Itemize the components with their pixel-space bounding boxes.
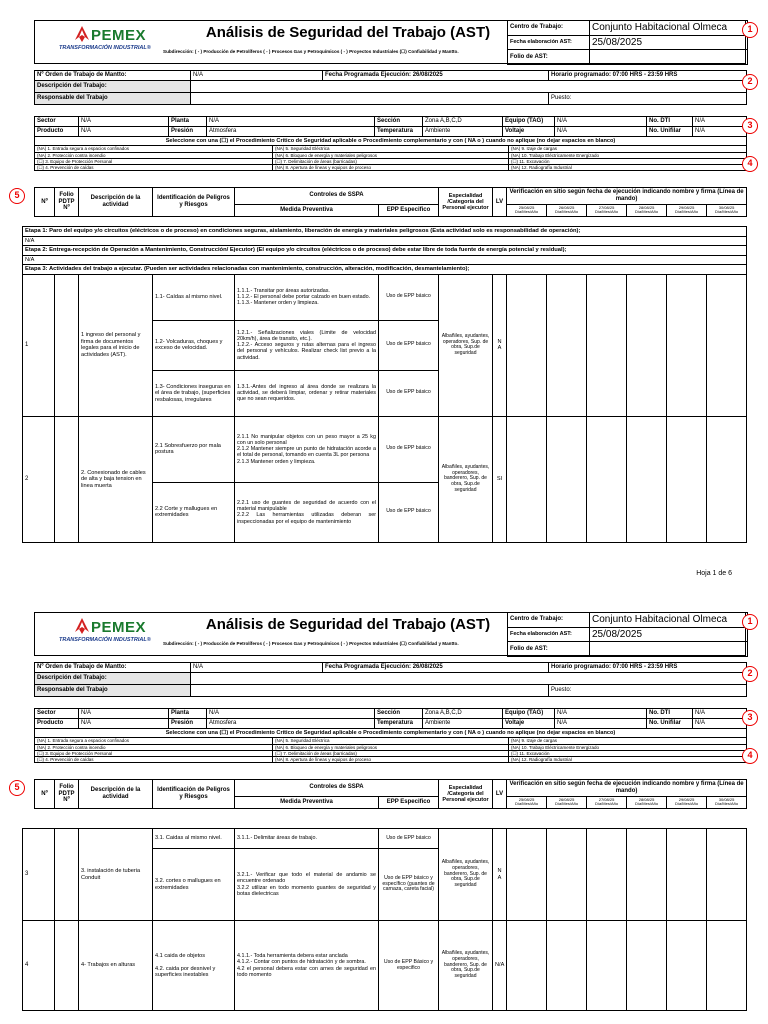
epp-specific: Uso de EPP básico: [379, 274, 439, 320]
centro-label: Centro de Trabajo:: [508, 613, 590, 628]
equipo-label: Equipo (TAG): [503, 709, 555, 719]
voltaje-label: Voltaje: [503, 126, 555, 136]
col-verificacion: Verificación en sitio según fecha de ejecución indicando nombre y firma (Línea de mando): [507, 780, 747, 797]
seccion-value: Zona A,B,C,D: [423, 709, 503, 719]
hazard-identification: 2.1 Sobresfuerzo por mala postura: [153, 416, 235, 482]
temperatura-label: Temperatura: [375, 126, 423, 136]
document-header: [34, 20, 746, 64]
col-no: Nº: [35, 780, 55, 809]
responsable-value: [191, 92, 549, 104]
document-header: [34, 612, 746, 656]
procedure-item: (NA) 6. Bloqueo de energía y materiales peligrosos: [273, 744, 509, 750]
date-column: 26/08/25 Día/Mes/Año: [547, 796, 587, 808]
document-title: Análisis de Seguridad del Trabajo (AST): [205, 616, 491, 633]
preventive-measure: 3.1.1.- Delimitar áreas de trabajo.: [235, 829, 379, 849]
col-folio: Folio PDTP Nº: [55, 780, 79, 809]
activity-row: [23, 274, 747, 320]
puesto-label: Puesto:: [549, 92, 747, 104]
date-column: 25/08/25 Día/Mes/Año: [507, 204, 547, 216]
procedure-item: (NA) 1. Entrada segura a espacios confinados: [35, 738, 273, 744]
procedure-item: (NA) 8. Apertura de líneas y equipos de proceso: [273, 756, 509, 762]
callout-marker-5: 5: [9, 780, 25, 796]
hazard-identification: 1.3- Condiciones inseguras en el área de trabajo, (superficies resbalosas, irregulares: [153, 370, 235, 416]
procedure-item: (NA) 8. Apertura de líneas y equipos de proceso: [273, 164, 509, 170]
voltaje-value: N/A: [555, 718, 647, 728]
header-fields: [507, 612, 747, 656]
epp-specific: Uso de EPP básico y específico (guantes de carnaza, careta facial): [379, 849, 439, 921]
lv-value: N A: [493, 274, 507, 416]
date-column: 30/08/25 Día/Mes/Año: [707, 796, 747, 808]
hazard-identification: 3.1. Caidas al mismo nivel.: [153, 829, 235, 849]
equipo-label: Equipo (TAG): [503, 117, 555, 127]
procedure-item: (NA) 10. Trabajo Eléctricamente Energizado: [509, 744, 747, 750]
verification-cell: [547, 921, 587, 1011]
folio-ast-label: Folio de AST:: [508, 642, 590, 657]
procedure-item: (☐) 11. Excavación: [509, 750, 747, 756]
activity-folio: [55, 274, 79, 416]
descripcion-label: Descripción del Trabajo:: [35, 80, 191, 92]
dti-label: No. DTI: [647, 709, 693, 719]
folio-ast-label: Folio de AST:: [508, 50, 590, 65]
epp-specific: Uso de EPP básico: [379, 370, 439, 416]
presion-value: Atmosfera: [207, 718, 375, 728]
date-column: 28/08/25 Día/Mes/Año: [627, 204, 667, 216]
sector-label: Sector: [35, 117, 79, 127]
fecha-elaboracion-label: Fecha elaboración AST:: [508, 627, 590, 642]
preventive-measure: 1.2.1.- Señalizaciones viales (Limite de velocidad 20km/h), área de transito, etc.). 1.2.2.- Acceso seguros y rutas alternas para el ingreso del personal y vehículos. Realizar check list previo a la actividad.: [235, 320, 379, 370]
col-epp: EPP Especifico: [379, 796, 439, 808]
horario-programado: Horario programado: 07:00 HRS - 23:59 HRS: [549, 71, 747, 81]
verification-cell: [667, 416, 707, 542]
equipo-value: N/A: [555, 117, 647, 127]
preventive-measure: 2.2.1 uso de guantes de seguridad de acuerdo con el material manipulable 2.2.2 Las herramientas utilizadas deberan ser inspeccionadas por el equipo de mantenimiento: [235, 482, 379, 542]
descripcion-label: Descripción del Trabajo:: [35, 672, 191, 684]
personnel-specialty: Albañiles, ayudantes, operadores, banderero, Sup. de obra, Sup.de seguridad: [439, 829, 493, 921]
lv-value: N/A: [493, 921, 507, 1011]
hazard-identification: 3.2. cortes o mallugues en extremidades: [153, 849, 235, 921]
date-column: 25/08/25 Día/Mes/Año: [507, 796, 547, 808]
verification-cell: [587, 921, 627, 1011]
col-identificacion: Identificación de Peligros y Riesgos: [153, 780, 235, 809]
brand-name: PEMEX: [91, 619, 147, 636]
activity-folio: [55, 921, 79, 1011]
verification-cell: [707, 416, 747, 542]
seccion-label: Sección: [375, 117, 423, 127]
col-no: Nº: [35, 188, 55, 217]
pemex-eagle-icon: [73, 617, 91, 635]
unifilar-value: N/A: [693, 718, 747, 728]
presion-label: Presión: [169, 718, 207, 728]
work-info-table: [34, 70, 747, 105]
hazard-identification: 1.1- Caídas al mismo nivel.: [153, 274, 235, 320]
presion-value: Atmosfera: [207, 126, 375, 136]
procedures-title: Seleccione con una (☐) el Procedimiento Crítico de Seguridad aplicable o Procedimiento complementario y con ( NA o ) cuando no aplique (no dejar espacios en blanco): [35, 729, 747, 738]
procedure-item: (NA) 12. Radiografía Industrial: [509, 164, 747, 170]
col-especialidad: Especialidad /Categoría del Personal ejecutor: [439, 780, 493, 809]
centro-value: Conjunto Habitacional Olmeca: [590, 21, 748, 36]
verification-cell: [707, 829, 747, 921]
centro-value: Conjunto Habitacional Olmeca: [590, 613, 748, 628]
verification-cell: [587, 274, 627, 416]
temperatura-value: Ambiente: [423, 126, 503, 136]
col-lv: LV: [493, 780, 507, 809]
col-lv: LV: [493, 188, 507, 217]
verification-cell: [587, 829, 627, 921]
hazard-identification: 2.2 Corte y mallugues en extremidades: [153, 482, 235, 542]
epp-specific: Uso de EPP básico: [379, 416, 439, 482]
verification-cell: [507, 274, 547, 416]
fecha-elaboracion-label: Fecha elaboración AST:: [508, 35, 590, 50]
preventive-measure: 4.1.1.- Toda herramienta debera estar anclada 4.1.2.- Contar con puntos de hidratación y de sombra. 4.2 el personal debera estar con arnes de seguridad en todo momento: [235, 921, 379, 1011]
pemex-logo: [39, 23, 159, 61]
hazard-identification: 1.2- Volcaduras, choques y exceso de velocidad.: [153, 320, 235, 370]
procedures-table: [34, 728, 747, 763]
date-column: 29/08/25 Día/Mes/Año: [667, 204, 707, 216]
procedure-item: (NA) 6. Bloqueo de energía y materiales peligrosos: [273, 152, 509, 158]
callout-marker-5: 5: [9, 188, 25, 204]
pemex-logo: [39, 615, 159, 653]
col-folio: Folio PDTP Nº: [55, 188, 79, 217]
verification-cell: [507, 829, 547, 921]
verification-cell: [667, 274, 707, 416]
responsable-label: Responsable del Trabajo: [35, 684, 191, 696]
date-column: 30/08/25 Día/Mes/Año: [707, 204, 747, 216]
folio-ast-value: [590, 50, 748, 65]
personnel-specialty: Albañiles, ayudantes, operadores, banderero, Sup. de obra, Sup.de seguridad: [439, 921, 493, 1011]
folio-ast-value: [590, 642, 748, 657]
etapa-1-value: N/A: [23, 236, 747, 245]
activity-number: 1: [23, 274, 55, 416]
dti-value: N/A: [693, 709, 747, 719]
activities-table: [22, 828, 747, 1011]
equipment-table: [34, 708, 747, 729]
temperatura-label: Temperatura: [375, 718, 423, 728]
orden-label: Nº Orden de Trabajo de Mantto:: [35, 71, 191, 81]
producto-label: Producto: [35, 718, 79, 728]
procedure-item: (☐) 4. Prevención de caídas: [35, 164, 273, 170]
col-especialidad: Especialidad /Categoría del Personal ejecutor: [439, 188, 493, 217]
col-medida: Medida Preventiva: [235, 204, 379, 216]
fecha-programada: Fecha Programada Ejecución: 26/08/2025: [323, 663, 549, 673]
activity-folio: [55, 416, 79, 542]
activity-row: [23, 416, 747, 482]
verification-cell: [627, 274, 667, 416]
brand-subtitle: TRANSFORMACIÓN INDUSTRIAL®: [59, 45, 151, 51]
seccion-value: Zona A,B,C,D: [423, 117, 503, 127]
verification-cell: [627, 829, 667, 921]
procedure-item: (☐) 7. Delimitación de áreas (barricadas): [273, 750, 509, 756]
sector-value: N/A: [79, 709, 169, 719]
fecha-elaboracion-value: 25/08/2025: [590, 35, 748, 50]
brand-subtitle: TRANSFORMACIÓN INDUSTRIAL®: [59, 637, 151, 643]
producto-label: Producto: [35, 126, 79, 136]
procedure-item: (NA) 1. Entrada segura a espacios confinados: [35, 146, 273, 152]
col-medida: Medida Preventiva: [235, 796, 379, 808]
callout-marker-2: 2: [742, 666, 758, 682]
activity-number: 2: [23, 416, 55, 542]
verification-cell: [667, 829, 707, 921]
personnel-specialty: Albañiles, ayudantes, operadores, Sup. de obra, Sup.de seguridad: [439, 274, 493, 416]
etapa-1-label: Etapa 1: Paro del equipo y/o circuitos (eléctricos o de proceso) en condiciones seguras, aislamiento, liberación de energía y materiales peligrosos (Esta actividad solo es responsabilidad de operación);: [23, 227, 747, 237]
callout-marker-4: 4: [742, 748, 758, 764]
presion-label: Presión: [169, 126, 207, 136]
procedure-item: (☐) 11. Excavación: [509, 158, 747, 164]
voltaje-value: N/A: [555, 126, 647, 136]
col-descripcion: Descripción de la actividad: [79, 188, 153, 217]
dti-value: N/A: [693, 117, 747, 127]
activity-description: 2. Conexionado de cables de alta y baja tension en linea muerta: [79, 416, 153, 542]
responsable-value: [191, 684, 549, 696]
verification-cell: [667, 921, 707, 1011]
verification-cell: [507, 921, 547, 1011]
responsable-label: Responsable del Trabajo: [35, 92, 191, 104]
col-controles: Controles de SSPA: [235, 188, 439, 205]
callout-marker-2: 2: [742, 74, 758, 90]
seccion-label: Sección: [375, 709, 423, 719]
procedure-item: (NA) 2. Protección contra incendio: [35, 744, 273, 750]
procedure-item: (NA) 12. Radiografía Industrial: [509, 756, 747, 762]
planta-label: Planta: [169, 709, 207, 719]
planta-value: N/A: [207, 117, 375, 127]
preventive-measure: 1.1.1.- Transitar por áreas autorizadas. 1.1.2.- El personal debe portar calzado en buen estado. 1.1.3.- Mantener orden y limpieza.: [235, 274, 379, 320]
activity-row: [23, 829, 747, 849]
callout-marker-3: 3: [742, 710, 758, 726]
unifilar-label: No. Unifilar: [647, 126, 693, 136]
verification-cell: [587, 416, 627, 542]
procedures-title: Seleccione con una (☐) el Procedimiento Crítico de Seguridad aplicable o Procedimiento complementario y con ( NA o ) cuando no aplique (no dejar espacios en blanco): [35, 137, 747, 146]
orden-label: Nº Orden de Trabajo de Mantto:: [35, 663, 191, 673]
work-info-table: [34, 662, 747, 697]
col-verificacion: Verificación en sitio según fecha de ejecución indicando nombre y firma (Línea de mando): [507, 188, 747, 205]
procedure-item: (☐) 3. Equipo de Protección Personal: [35, 750, 273, 756]
verification-cell: [707, 274, 747, 416]
activities-table: [22, 226, 747, 543]
horario-programado: Horario programado: 07:00 HRS - 23:59 HRS: [549, 663, 747, 673]
temperatura-value: Ambiente: [423, 718, 503, 728]
col-identificacion: Identificación de Peligros y Riesgos: [153, 188, 235, 217]
epp-specific: Uso de EPP básico: [379, 829, 439, 849]
callout-marker-3: 3: [742, 118, 758, 134]
hazard-identification: 4.1 caida de objetos 4.2. caida por desnivel y superficies inestables: [153, 921, 235, 1011]
etapa-3-label: Etapa 3: Actividades del trabajo a ejecutar. (Pueden ser actividades relacionadas con mantenimiento, construcción, alteración, modificación, desmantelamiento);: [23, 265, 747, 275]
lv-value: N A: [493, 829, 507, 921]
equipment-table: [34, 116, 747, 137]
verification-cell: [547, 416, 587, 542]
activity-number: 3: [23, 829, 55, 921]
sector-label: Sector: [35, 709, 79, 719]
date-column: 27/08/25 Día/Mes/Año: [587, 796, 627, 808]
procedure-item: (NA) 2. Protección contra incendio: [35, 152, 273, 158]
verification-cell: [507, 416, 547, 542]
procedures-table: [34, 136, 747, 171]
col-descripcion: Descripción de la actividad: [79, 780, 153, 809]
pemex-eagle-icon: [73, 25, 91, 43]
procedure-item: (NA) 9. Izaje de cargas: [509, 738, 747, 744]
callout-marker-4: 4: [742, 156, 758, 172]
page-number: Hoja 1 de 6: [696, 570, 732, 577]
unifilar-label: No. Unifilar: [647, 718, 693, 728]
activity-description: 4- Trabajos en alturas: [79, 921, 153, 1011]
date-column: 28/08/25 Día/Mes/Año: [627, 796, 667, 808]
centro-label: Centro de Trabajo:: [508, 21, 590, 36]
lv-value: SI: [493, 416, 507, 542]
equipo-value: N/A: [555, 709, 647, 719]
producto-value: N/A: [79, 718, 169, 728]
verification-cell: [627, 416, 667, 542]
producto-value: N/A: [79, 126, 169, 136]
preventive-measure: 2.1.1 No manipular objetos con un peso mayor a 25 kg con un solo personal 2.1.2 Mantener siempre un punto de hidratación acorde a el total de personal, tomando en cuenta 3L por persona 2.1.3 Mantener orden y limpieza.: [235, 416, 379, 482]
etapa-2-value: N/A: [23, 255, 747, 264]
orden-value: N/A: [191, 71, 323, 81]
voltaje-label: Voltaje: [503, 718, 555, 728]
callout-marker-1: 1: [742, 614, 758, 630]
activities-header: [34, 187, 747, 217]
date-column: 26/08/25 Día/Mes/Año: [547, 204, 587, 216]
procedure-item: (NA) 5. Seguridad Eléctrica: [273, 738, 509, 744]
activity-folio: [55, 829, 79, 921]
fecha-elaboracion-value: 25/08/2025: [590, 627, 748, 642]
personnel-specialty: Albañiles, ayudantes, operadores, banderero, Sup. de obra, Sup.de seguridad: [439, 416, 493, 542]
unifilar-value: N/A: [693, 126, 747, 136]
epp-specific: Uso de EPP básico: [379, 320, 439, 370]
preventive-measure: 3.2.1.- Verificar que todo el material de andamio se encuentre ordenado 3.2.2 utilizar en todo momento guantes de seguridad y botas dielectricas: [235, 849, 379, 921]
procedure-item: (NA) 5. Seguridad Eléctrica: [273, 146, 509, 152]
subdireccion-line: Subdirección: ( - ) Producción de Petrolíferos ( - ) Procesos Gas y Petroquímicos ( - ) Proyectos Industriales (☐) Confiabilidad y Mantto.: [163, 641, 459, 646]
verification-cell: [547, 274, 587, 416]
verification-cell: [707, 921, 747, 1011]
activity-number: 4: [23, 921, 55, 1011]
document-title: Análisis de Seguridad del Trabajo (AST): [205, 24, 491, 41]
etapa-2-label: Etapa 2: Entrega-recepción de Operación a Mantenimiento, Construcción/ Ejecutor) (El equipo y/o circuitos (eléctricos o de proceso) debe estar libre de toda fuente de energía potencial y residual);: [23, 246, 747, 256]
header-fields: [507, 20, 747, 64]
planta-value: N/A: [207, 709, 375, 719]
preventive-measure: 1.3.1.-Antes del ingreso al área donde se realizara la actividad, se deberá limpiar, ordenar y retirar materiales que no sean requeridos.: [235, 370, 379, 416]
procedure-item: (NA) 9. Izaje de cargas: [509, 146, 747, 152]
col-epp: EPP Especifico: [379, 204, 439, 216]
activity-row: [23, 921, 747, 1011]
procedure-item: (☐) 4. Prevención de caídas: [35, 756, 273, 762]
epp-specific: Uso de EPP Básico y especifico: [379, 921, 439, 1011]
verification-cell: [627, 921, 667, 1011]
col-controles: Controles de SSPA: [235, 780, 439, 797]
ast-page-2: [0, 592, 768, 1024]
activity-description: 3. instalación de tuberia Conduit: [79, 829, 153, 921]
planta-label: Planta: [169, 117, 207, 127]
callout-marker-1: 1: [742, 22, 758, 38]
date-column: 29/08/25 Día/Mes/Año: [667, 796, 707, 808]
fecha-programada: Fecha Programada Ejecución: 26/08/2025: [323, 71, 549, 81]
orden-value: N/A: [191, 663, 323, 673]
dti-label: No. DTI: [647, 117, 693, 127]
verification-cell: [547, 829, 587, 921]
activity-description: 1 ingreso del personal y firma de documentos legales para el inicio de actividades (AST).: [79, 274, 153, 416]
subdireccion-line: Subdirección: ( - ) Producción de Petrolíferos ( - ) Procesos Gas y Petroquímicos ( - ) Proyectos Industriales (☐) Confiabilidad y Mantto.: [163, 49, 459, 54]
puesto-label: Puesto:: [549, 684, 747, 696]
procedure-item: (☐) 7. Delimitación de áreas (barricadas): [273, 158, 509, 164]
activities-header: [34, 779, 747, 809]
epp-specific: Uso de EPP básico: [379, 482, 439, 542]
procedure-item: (☐) 3. Equipo de Protección Personal: [35, 158, 273, 164]
date-column: 27/08/25 Día/Mes/Año: [587, 204, 627, 216]
descripcion-value: [191, 672, 747, 684]
brand-name: PEMEX: [91, 27, 147, 44]
procedure-item: (NA) 10. Trabajo Eléctricamente Energizado: [509, 152, 747, 158]
sector-value: N/A: [79, 117, 169, 127]
descripcion-value: [191, 80, 747, 92]
